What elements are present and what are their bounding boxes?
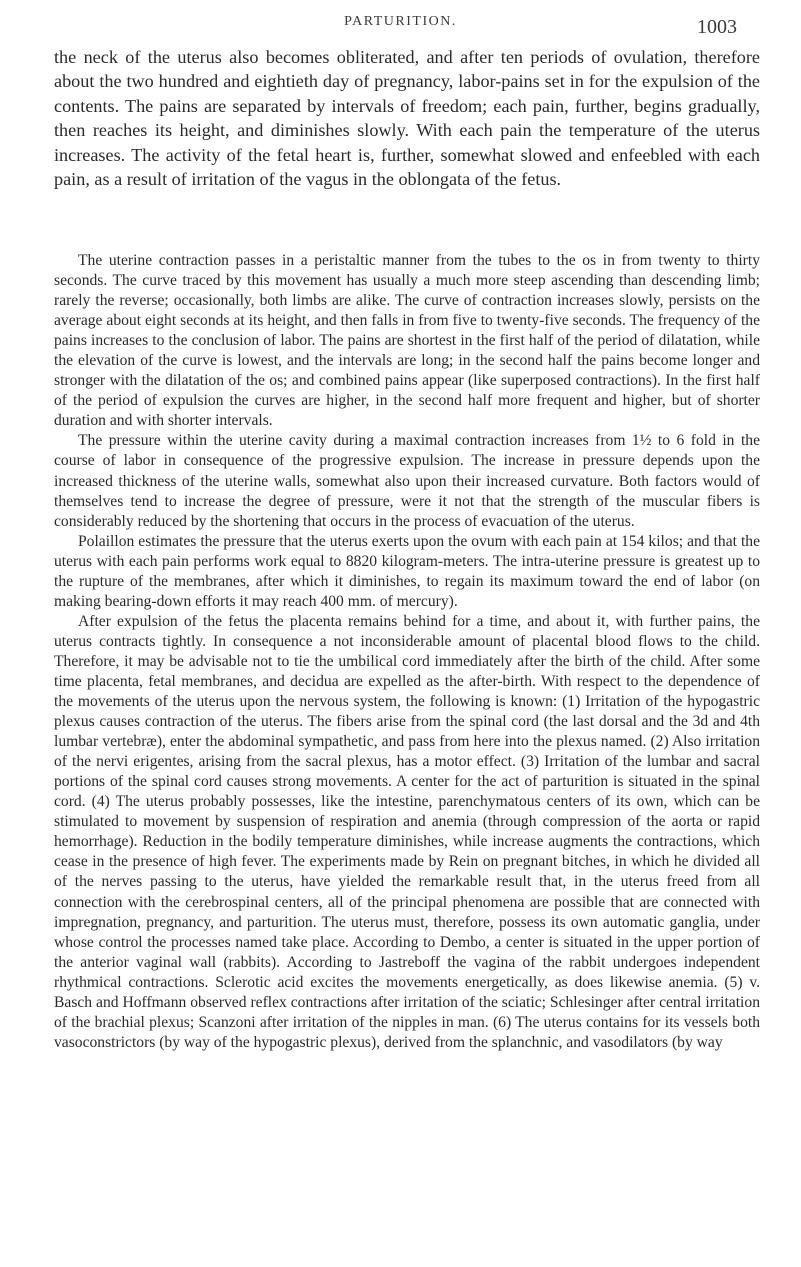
small-print-block <box>54 251 760 1053</box>
paragraph-uterine-pressure: The pressure within the uterine cavity during a maximal contraction increases from 1½ to 6 fold in the course of labor in consequence of the progressive expulsion. The increase in pressure depends upon the increased thickness of the uterine walls, somewhat also upon their increased curvature. Both factors would of themselves tend to increase the degree of pressure, were it not that the strength of the muscular fibers is considerably reduced by the shortening that occurs in the process of evacuation of the uterus. <box>54 432 760 530</box>
lead-text-block <box>54 45 760 191</box>
paragraph-polaillon: Polaillon estimates the pressure that the uterus exerts upon the ovum with each pain at 154 kilos; and that the uterus with each pain performs work equal to 8820 kilogram-meters. The intra-uterine pressure is greatest up to the rupture of the membranes, after which it diminishes, to regain its maximum toward the end of labor (on making bearing-down efforts it may reach 400 mm. of mercury). <box>54 532 760 610</box>
paragraph-contraction-curve: The uterine contraction passes in a peristaltic manner from the tubes to the os in from twenty to thirty seconds. The curve traced by this movement has usually a much more steep ascending than descending limb; rarely the reverse; occasionally, both limbs are alike. The curve of contraction increases slowly, persists on the average about eight seconds at its height, and then falls in from five to twenty-five seconds. The frequency of the pains increases to the conclusion of labor. The pains are shortest in the first half of the period of dilatation, while the elevation of the curve is lowest, and the intervals are long; in the second half the pains become longer and stronger with the dilatation of the os; and combined pains appear (like superposed contractions). In the first half of the period of expulsion the curves are higher, in the second half more frequent and higher, but of shorter duration and with shorter intervals. <box>54 252 760 430</box>
paragraph-afterbirth-nervous-system: After expulsion of the fetus the placenta remains behind for a time, and about it, with further pains, the uterus contracts tightly. In consequence a not inconsiderable amount of placental blood flows to the child. Therefore, it may be advisable not to tie the umbilical cord immediately after the birth of the child. After some time placenta, fetal membranes, and decidua are expelled as the after-birth. With respect to the dependence of the movements of the uterus upon the nervous system, the following is known: (1) Irritation of the hypogastric plexus causes contraction of the uterus. The fibers arise from the spinal cord (the last dorsal and the 3d and 4th lumbar vertebræ), enter the abdominal sympathetic, and pass from here into the plexus named. (2) Also irritation of the nervi erigentes, arising from the sacral plexus, has a motor effect. (3) Irritation of the lumbar and sacral portions of the spinal cord causes strong movements. A center for the act of parturition is situated in the spinal cord. (4) The uterus probably possesses, like the intestine, parenchymatous centers of its own, which can be stimulated to movement by suspension of respiration and anemia (through compression of the aorta or rapid hemorrhage). Reduction in the bodily temperature diminishes, while increase augments the contractions, which cease in the presence of high fever. The experiments made by Rein on pregnant bitches, in which he divided all of the nerves passing to the uterus, have yielded the remarkable result that, in the uterus freed from all connection with the cerebrospinal centers, all of the principal phenomena are possible that are connected with impregnation, pregnancy, and parturition. The uterus must, therefore, possess its own automatic ganglia, under whose control the processes named take place. According to Dembo, a center is situated in the upper portion of the anterior vaginal wall (rabbits). According to Jastreboff the vagina of the rabbit undergoes independent rhythmical contractions. Sclerotic acid excites the movements energetically, as does likewise anemia. (5) v. Basch and Hoffmann observed reflex contractions after irritation of the sciatic; Schlesinger after central irritation of the brachial plexus; Scanzoni after irritation of the nipples in man. (6) The uterus contains for its vessels both vasoconstrictors (by way of the hypogastric plexus), derived from the splanchnic, and vasodilators (by way <box>54 612 760 1051</box>
lead-paragraph: the neck of the uterus also becomes obliterated, and after ten periods of ovulation, therefore about the two hundred and eightieth day of pregnancy, labor-pains set in for the expulsion of the contents. The pains are separated by intervals of freedom; each pain, further, begins gradually, then reaches its height, and diminishes slowly. With each pain the temperature of the uterus increases. The activity of the fetal heart is, further, somewhat slowed and enfeebled with each pain, as a result of irritation of the vagus in the oblongata of the fetus. <box>54 47 760 190</box>
running-title: PARTURITION. <box>344 14 457 29</box>
page-number: 1003 <box>697 16 737 38</box>
